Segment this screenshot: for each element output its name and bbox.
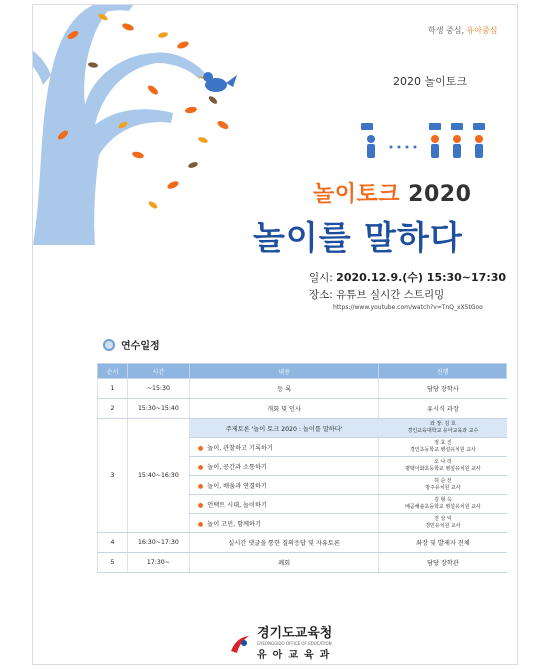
gyeonggi-logo-icon <box>229 633 251 655</box>
schedule-table <box>97 363 507 573</box>
table-row-sub: ● 놀이, 공간과 소통하기 오 나 리 평택이화초등학교 병설유치원 교사 <box>98 457 507 476</box>
stream-url[interactable]: https://www.youtube.com/watch?v=TnQ_xX5tGoo <box>333 304 483 311</box>
event-info <box>309 269 506 304</box>
poster-page <box>32 4 518 665</box>
bird-icon <box>198 72 237 92</box>
table-row-sub: ● 놀이, 관찰하고 기록하기 정 효 진 경인초등학교 병설유치원 교사 <box>98 438 507 457</box>
table-row: 4 16:30~17:30 실시간 댓글을 통한 질의응답 및 자유토론 좌장 및 발제자 전체 <box>98 533 507 553</box>
col-header-order: 순서 <box>98 364 128 379</box>
poster-title-main: 놀이를 말하다 <box>253 218 463 257</box>
table-row: 5 17:30~ 폐회 담당 장학관 <box>98 553 507 573</box>
event-place: 장소: 유튜브 실시간 스트리밍 <box>309 289 445 301</box>
slogan: 학생 중심, 유아중심 <box>428 26 498 35</box>
schedule-icon <box>103 339 115 351</box>
schedule-heading: 연수일정 <box>103 337 160 352</box>
event-date: 일시: 2020.12.9.(수) 15:30~17:30 <box>309 271 507 284</box>
people-talking-icon <box>361 123 491 163</box>
tree-illustration <box>33 5 243 245</box>
col-header-lead: 진행 <box>379 364 507 379</box>
col-header-time: 시간 <box>127 364 189 379</box>
org-name: 경기도교육청 <box>257 626 333 641</box>
table-row-sub: ● 언택트 시대, 놀이하기 김 형 옥 배곧해솔초등학교 병설유치원 교사 <box>98 495 507 514</box>
table-row: 1 ~15:30 등 록 담당 장학사 <box>98 379 507 399</box>
table-row: 2 15:30~15:40 개회 및 인사 유시식 과장 <box>98 399 507 419</box>
table-row-sub: ● 놀이 고민, 함께하기 전 상 익 경민유치원 교사 <box>98 514 507 533</box>
table-row-sub: ● 놀이, 배움과 연결하기 허 순 선 방주유치원 교사 <box>98 476 507 495</box>
table-row-theme: 3 15:40~16:30 주제토론 '놀이 토크 2020 : 놀이를 말하다' 좌 장: 김 호 경인교육대학교 유아교육과 교수 <box>98 419 507 438</box>
dept-name: 유아교육과 <box>257 650 336 661</box>
org-logo <box>229 627 335 661</box>
org-sub: GYEONGGIDO OFFICE OF EDUCATION <box>257 641 332 646</box>
col-header-content: 내용 <box>189 364 378 379</box>
poster-title-top: 놀이토크 2020 <box>313 182 472 207</box>
event-label: 2020 놀이토크 <box>393 75 467 88</box>
